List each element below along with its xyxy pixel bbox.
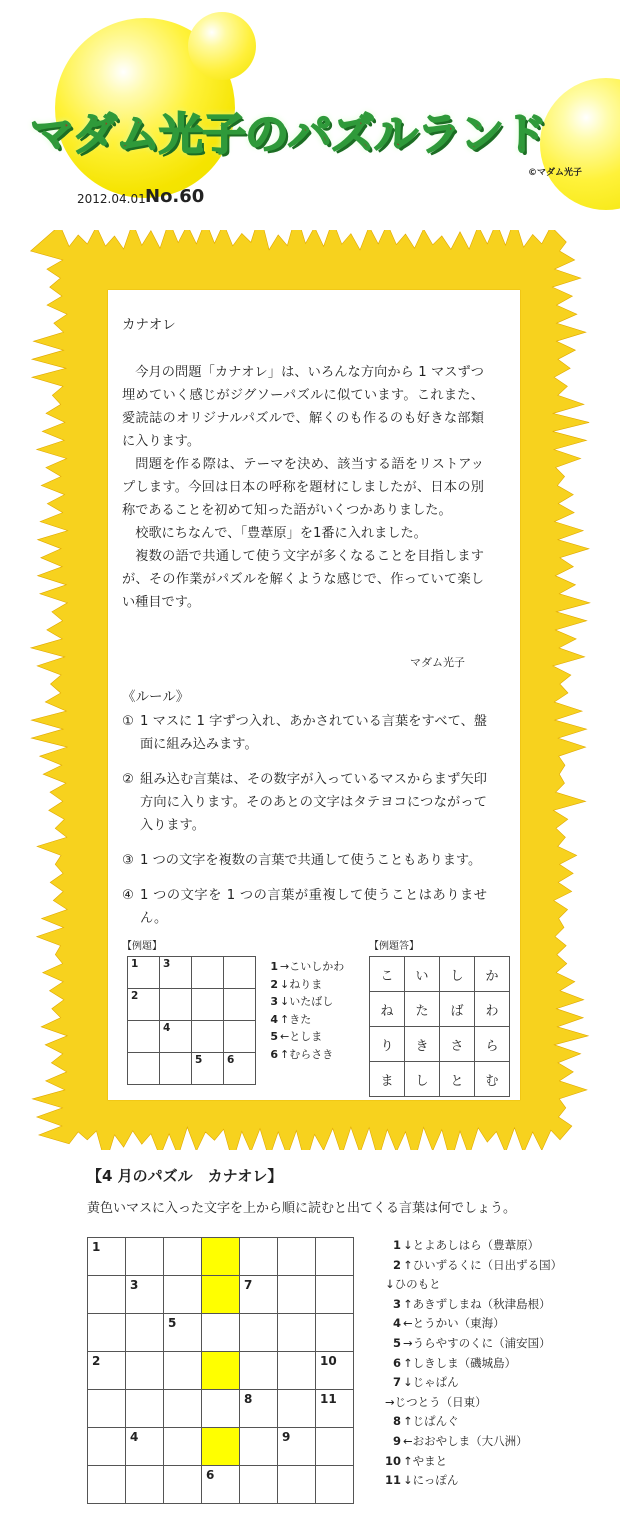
example-clue bbox=[268, 976, 344, 994]
grid-cell[interactable] bbox=[202, 1466, 240, 1504]
clue-text: ↓とよあしはら（豊葦原） bbox=[403, 1238, 540, 1252]
grid-row bbox=[370, 1062, 510, 1097]
puzzle-clue bbox=[385, 1452, 562, 1472]
answer-cell: し bbox=[440, 957, 475, 992]
example-answer-label: 【例題答】 bbox=[369, 941, 419, 952]
rule-number: ① bbox=[122, 714, 134, 729]
grid-cell[interactable] bbox=[240, 1238, 278, 1276]
grid-cell[interactable] bbox=[88, 1352, 126, 1390]
rule-item bbox=[122, 849, 487, 872]
rule-text: 1 つの文字を 1 つの言葉が重複して使うことはありません。 bbox=[140, 888, 487, 926]
clue-number: 4 bbox=[270, 1012, 278, 1026]
puzzle-title: 【4 月のパズル カナオレ】 bbox=[87, 1167, 283, 1185]
grid-cell[interactable] bbox=[88, 1466, 126, 1504]
grid-cell[interactable] bbox=[160, 1053, 192, 1085]
clue-number: 1 bbox=[270, 960, 278, 973]
article-signature: マダム光子 bbox=[410, 656, 465, 669]
rule-text: 1 マスに 1 字ずつ入れ、あかされている言葉をすべて、盤面に組み込みます。 bbox=[140, 714, 487, 752]
clue-number: 2 bbox=[270, 977, 278, 991]
rule-number: ④ bbox=[122, 888, 134, 903]
answer-cell: し bbox=[405, 1062, 440, 1097]
issue-date: 2012.04.01 bbox=[77, 192, 146, 206]
grid-cell[interactable] bbox=[316, 1314, 354, 1352]
grid-cell[interactable] bbox=[316, 1352, 354, 1390]
clue-number: 4 bbox=[392, 1316, 401, 1331]
grid-cell[interactable] bbox=[224, 989, 256, 1021]
grid-row bbox=[88, 1238, 354, 1276]
grid-cell[interactable] bbox=[164, 1276, 202, 1314]
answer-cell: ば bbox=[440, 992, 475, 1027]
grid-cell[interactable] bbox=[278, 1466, 316, 1504]
decor-bubble-small bbox=[188, 12, 256, 80]
grid-cell[interactable] bbox=[278, 1314, 316, 1352]
clue-number: 8 bbox=[392, 1414, 401, 1429]
clue-text: ←おおやしま（大八洲） bbox=[403, 1433, 528, 1448]
clue-text: ↓いたばし bbox=[280, 995, 334, 1008]
grid-row bbox=[88, 1390, 354, 1428]
grid-cell[interactable] bbox=[164, 1314, 202, 1352]
article-heading: カナオレ bbox=[122, 317, 176, 333]
grid-cell[interactable] bbox=[88, 1390, 126, 1428]
grid-row bbox=[88, 1314, 354, 1352]
grid-cell[interactable] bbox=[164, 1428, 202, 1466]
answer-cell: か bbox=[475, 957, 510, 992]
grid-cell[interactable] bbox=[278, 1390, 316, 1428]
grid-cell[interactable] bbox=[160, 957, 192, 989]
clue-text: ↓じゃぱん bbox=[403, 1375, 459, 1390]
grid-cell[interactable] bbox=[128, 1053, 160, 1085]
grid-cell[interactable] bbox=[278, 1428, 316, 1466]
grid-cell[interactable] bbox=[128, 989, 160, 1021]
issue-number: No.60 bbox=[145, 186, 205, 207]
grid-cell[interactable] bbox=[316, 1466, 354, 1504]
clue-text: ↓ひのもと bbox=[385, 1277, 441, 1292]
grid-cell[interactable] bbox=[88, 1314, 126, 1352]
grid-cell[interactable] bbox=[164, 1390, 202, 1428]
cell-number: 1 bbox=[92, 1240, 101, 1254]
grid-cell[interactable] bbox=[316, 1238, 354, 1276]
clue-text: →じつとう（日東） bbox=[385, 1394, 487, 1409]
grid-row bbox=[88, 1466, 354, 1504]
rule-number: ③ bbox=[122, 853, 134, 868]
puzzle-grid bbox=[87, 1237, 354, 1504]
clue-text: ↑やまと bbox=[403, 1453, 448, 1468]
grid-cell[interactable] bbox=[202, 1238, 240, 1276]
answer-cell: わ bbox=[475, 992, 510, 1027]
article-paragraph: 問題を作る際は、テーマを決め、該当する語をリストアップします。今回は日本の呼称を題材にしましたが、日本の別称であることを初めて知った語がいくつかありました。 bbox=[122, 457, 484, 518]
grid-cell[interactable] bbox=[88, 1428, 126, 1466]
grid-row bbox=[88, 1276, 354, 1314]
grid-cell[interactable] bbox=[240, 1314, 278, 1352]
puzzle-clue bbox=[385, 1334, 562, 1354]
grid-cell[interactable] bbox=[164, 1352, 202, 1390]
grid-cell[interactable] bbox=[278, 1352, 316, 1390]
grid-cell[interactable] bbox=[202, 1390, 240, 1428]
clue-number: 2 bbox=[392, 1257, 401, 1272]
answer-cell: ま bbox=[370, 1062, 405, 1097]
clue-text: ↑あきずしまね（秋津島根） bbox=[403, 1296, 551, 1311]
answer-cell: ね bbox=[370, 992, 405, 1027]
rule-number: ② bbox=[122, 772, 134, 787]
example-clues bbox=[268, 958, 344, 1063]
rule-text: 組み込む言葉は、その数字が入っているマスからまず矢印方向に入ります。そのあとの文字はタテヨコにつながって入ります。 bbox=[140, 772, 487, 833]
article-paragraph: 複数の語で共通して使う文字が多くなることを目指しますが、その作業がパズルを解くような感じで、作っていて楽しい種目です。 bbox=[122, 549, 484, 610]
answer-cell: ら bbox=[475, 1027, 510, 1062]
grid-row bbox=[370, 957, 510, 992]
grid-row bbox=[128, 1021, 256, 1053]
puzzle-clue bbox=[385, 1295, 562, 1315]
grid-cell[interactable] bbox=[192, 957, 224, 989]
grid-cell[interactable] bbox=[316, 1428, 354, 1466]
example-answer-grid bbox=[369, 956, 510, 1097]
grid-cell[interactable] bbox=[126, 1428, 164, 1466]
example-label: 【例題】 bbox=[122, 941, 162, 952]
clue-number: 10 bbox=[385, 1453, 402, 1468]
rule-item bbox=[122, 768, 487, 837]
puzzle-clue bbox=[385, 1314, 562, 1334]
example-clue bbox=[268, 1046, 344, 1064]
grid-cell[interactable] bbox=[192, 1021, 224, 1053]
grid-cell[interactable] bbox=[278, 1238, 316, 1276]
grid-cell[interactable] bbox=[128, 1021, 160, 1053]
copyright: ©マダム光子 bbox=[528, 168, 583, 178]
cell-number: 1 bbox=[131, 958, 139, 970]
clue-text: ↑じぱんぐ bbox=[403, 1414, 459, 1429]
clue-text: ↓ねりま bbox=[280, 977, 323, 991]
clue-text: ←としま bbox=[280, 1030, 323, 1043]
cell-number: 6 bbox=[206, 1468, 215, 1482]
grid-cell[interactable] bbox=[224, 1053, 256, 1085]
answer-cell: む bbox=[475, 1062, 510, 1097]
cell-number: 9 bbox=[282, 1430, 291, 1444]
answer-cell: き bbox=[405, 1027, 440, 1062]
clue-number: 3 bbox=[392, 1296, 401, 1311]
grid-cell[interactable] bbox=[126, 1238, 164, 1276]
clue-text: →こいしかわ bbox=[280, 960, 345, 973]
rules-list bbox=[122, 710, 487, 942]
cell-number: 4 bbox=[163, 1022, 171, 1034]
grid-cell[interactable] bbox=[126, 1390, 164, 1428]
clue-text: ↑むらさき bbox=[280, 1047, 334, 1061]
puzzle-clue bbox=[385, 1432, 562, 1452]
puzzle-clue bbox=[385, 1275, 562, 1295]
clue-number: 6 bbox=[270, 1047, 278, 1061]
answer-cell: り bbox=[370, 1027, 405, 1062]
grid-cell[interactable] bbox=[128, 957, 160, 989]
puzzle-clue bbox=[385, 1471, 562, 1491]
grid-cell[interactable] bbox=[160, 1021, 192, 1053]
article-body bbox=[122, 361, 484, 614]
puzzle-clues bbox=[385, 1236, 562, 1491]
puzzle-clue bbox=[385, 1393, 562, 1413]
rule-text: 1 つの文字を複数の言葉で共通して使うこともあります。 bbox=[140, 853, 482, 868]
grid-cell[interactable] bbox=[126, 1314, 164, 1352]
cell-number: 11 bbox=[320, 1392, 337, 1406]
cell-number: 10 bbox=[320, 1354, 337, 1368]
grid-row bbox=[370, 992, 510, 1027]
grid-cell[interactable] bbox=[202, 1352, 240, 1390]
example-grid bbox=[127, 956, 256, 1085]
puzzle-clue bbox=[385, 1354, 562, 1374]
grid-cell[interactable] bbox=[240, 1390, 278, 1428]
grid-cell[interactable] bbox=[240, 1352, 278, 1390]
grid-cell[interactable] bbox=[88, 1276, 126, 1314]
clue-number: 6 bbox=[392, 1355, 401, 1370]
grid-row bbox=[88, 1428, 354, 1466]
article-paragraph: 今月の問題「カナオレ」は、いろんな方向から 1 マスずつ埋めていく感じがジグソーパズルに似ています。これまた、愛読誌のオリジナルパズルで、解くのも作るのも好きな部類に入ります。 bbox=[122, 365, 484, 449]
example-clue bbox=[268, 1011, 344, 1029]
cell-number: 6 bbox=[227, 1054, 235, 1066]
cell-number: 8 bbox=[244, 1392, 253, 1406]
grid-row bbox=[128, 957, 256, 989]
cell-number: 3 bbox=[130, 1278, 139, 1292]
grid-row bbox=[88, 1352, 354, 1390]
example-clue bbox=[268, 1028, 344, 1046]
grid-cell[interactable] bbox=[316, 1390, 354, 1428]
clue-number: 7 bbox=[392, 1375, 401, 1390]
grid-cell[interactable] bbox=[164, 1238, 202, 1276]
puzzle-clue bbox=[385, 1373, 562, 1393]
cell-number: 5 bbox=[168, 1316, 177, 1330]
grid-cell[interactable] bbox=[224, 1021, 256, 1053]
grid-cell[interactable] bbox=[192, 989, 224, 1021]
grid-cell[interactable] bbox=[224, 957, 256, 989]
cell-number: 4 bbox=[130, 1430, 139, 1444]
cell-number: 7 bbox=[244, 1278, 253, 1292]
clue-text: ↑きた bbox=[280, 1012, 312, 1026]
grid-row bbox=[128, 1053, 256, 1085]
rule-item bbox=[122, 710, 487, 756]
cell-number: 2 bbox=[131, 990, 139, 1002]
answer-cell: た bbox=[405, 992, 440, 1027]
cell-number: 5 bbox=[195, 1054, 203, 1066]
puzzle-clue bbox=[385, 1236, 562, 1256]
example-clue bbox=[268, 958, 344, 976]
clue-number: 9 bbox=[392, 1433, 401, 1448]
rules-heading: 《ルール》 bbox=[122, 689, 190, 705]
cell-number: 3 bbox=[163, 958, 171, 970]
grid-cell[interactable] bbox=[192, 1053, 224, 1085]
grid-cell[interactable] bbox=[160, 989, 192, 1021]
clue-number: 3 bbox=[270, 995, 278, 1008]
answer-cell: い bbox=[405, 957, 440, 992]
grid-cell[interactable] bbox=[278, 1276, 316, 1314]
answer-cell: こ bbox=[370, 957, 405, 992]
clue-number: 11 bbox=[385, 1473, 402, 1488]
page-title: マダム光子のパズルランド bbox=[30, 109, 546, 160]
grid-cell[interactable] bbox=[126, 1466, 164, 1504]
grid-cell[interactable] bbox=[316, 1276, 354, 1314]
rule-item bbox=[122, 884, 487, 930]
grid-row bbox=[128, 989, 256, 1021]
clue-number: 5 bbox=[392, 1335, 401, 1350]
grid-row bbox=[370, 1027, 510, 1062]
grid-cell[interactable] bbox=[202, 1428, 240, 1466]
clue-text: →うらやすのくに（浦安国） bbox=[403, 1335, 551, 1350]
puzzle-clue bbox=[385, 1256, 562, 1276]
puzzle-clue bbox=[385, 1412, 562, 1432]
answer-cell: さ bbox=[440, 1027, 475, 1062]
grid-cell[interactable] bbox=[202, 1276, 240, 1314]
example-clue bbox=[268, 993, 344, 1011]
clue-text: ↑ひいずるくに（日出ずる国） bbox=[403, 1257, 563, 1272]
cell-number: 2 bbox=[92, 1354, 101, 1368]
clue-number: 5 bbox=[270, 1030, 278, 1043]
grid-cell[interactable] bbox=[126, 1276, 164, 1314]
grid-cell[interactable] bbox=[126, 1352, 164, 1390]
answer-cell: と bbox=[440, 1062, 475, 1097]
grid-cell[interactable] bbox=[240, 1276, 278, 1314]
grid-cell[interactable] bbox=[88, 1238, 126, 1276]
grid-cell[interactable] bbox=[240, 1428, 278, 1466]
grid-cell[interactable] bbox=[202, 1314, 240, 1352]
article-paragraph: 校歌にちなんで、「豊葦原」を1番に入れました。 bbox=[135, 526, 427, 541]
clue-text: ↑しきしま（磯城島） bbox=[403, 1355, 517, 1370]
clue-number: 1 bbox=[392, 1238, 401, 1252]
puzzle-instruction: 黄色いマスに入った文字を上から順に読むと出てくる言葉は何でしょう。 bbox=[87, 1201, 517, 1216]
grid-cell[interactable] bbox=[164, 1466, 202, 1504]
clue-text: ↓にっぽん bbox=[403, 1473, 459, 1488]
grid-cell[interactable] bbox=[240, 1466, 278, 1504]
clue-text: ←とうかい（東海） bbox=[403, 1316, 505, 1331]
